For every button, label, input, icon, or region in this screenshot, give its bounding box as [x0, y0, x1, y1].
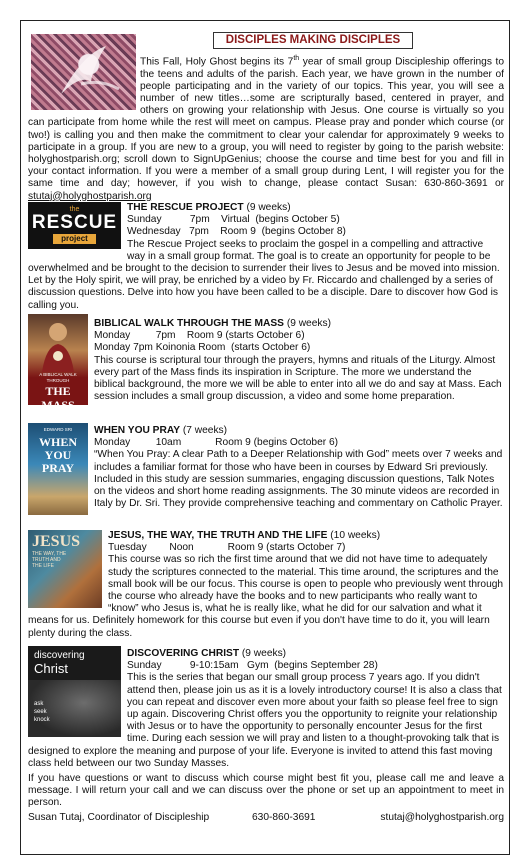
coordinator-name: Susan Tutaj, Coordinator of Discipleship [28, 812, 210, 823]
section-rescue-project: the RESCUE project THE RESCUE PROJECT (9 weeks) Sunday 7pm Virtual (begins October 5) Wednesday 7pm Room 9 (begins October 8) The Rescue Project seeks to proclaim the gospel in a compelling and attractive way in a small group format. The goal is to create an opportunity for people to be overwhelmed and be brought to the decision to surrender their lives to Jesus and be moved into mission. Let by the Holy spirit, we will pray, be enriched by a video by Fr. Riccardo and challenged by a series of discussion questions. Delve into how you have been called to be a disciple. Dare to discover how God is calling you. [28, 202, 504, 312]
mass-title: BIBLICAL WALK THROUGH THE MASS [94, 318, 284, 329]
section-mass: A BIBLICAL WALK THROUGH THE MASS BIBLICAL WALK THROUGH THE MASS (9 weeks) Monday 7pm Room 9 (starts October 6) Monday 7pm Koinonia Room (starts October 6) This course is scriptural tour through the prayers, hymns and rituals of the Liturgy. Almost every part of the Mass finds its inspiration in Scripture. The more we understand the biblical background, the more we will be able to enter into all we do and say at Mass. Each session includes a small group discussion, a video and some home preparation. [28, 318, 504, 407]
rescue-schedule-1: Sunday 7pm Virtual (begins October 5) [127, 214, 340, 226]
rescue-schedule-2: Wednesday 7pm Room 9 (begins October 8) [127, 226, 346, 238]
rescue-description: The Rescue Project seeks to proclaim the gospel in a compelling and attractive way in a small group format. The goal is to create an opportunity for people to be overwhelmed and be brought to the decision to surrender their lives to Jesus and be moved into mission. Let by the Holy spirit, we will pray, be enriched by a video by Fr. Riccardo and challenged by a series of discussion questions. Delve into how you have been called to be a disciple. Dare to discover how God is calling you. [28, 238, 500, 311]
jesus-schedule-1: Tuesday Noon Room 9 (starts October 7) [108, 542, 346, 554]
page-title: DISCIPLES MAKING DISCIPLES [213, 32, 413, 49]
mass-schedule-1: Monday 7pm Room 9 (starts October 6) [94, 330, 305, 342]
christ-description: This is the series that began our small group process 7 years ago. If you didn't attend then, please join us as it is a lovely introductory course! It is also a class that you can repeat and discover even more about your faith so please feel free to sign up again. Discovering Christ offers you the opportunity to reignite your relationship with Jesus or to have the opportunity to personally encounter Jesus for the first time. During each session we will pray and listen to a thought-provoking talk that is designed to explore the meaning and purpose of your life. Everyone is invited to attend this fast moving class held between our two Sunday Masses. [28, 672, 502, 769]
coordinator-phone: 630-860-3691 [252, 812, 316, 823]
cover-photo: ask seek knock [28, 680, 121, 737]
rescue-title: THE RESCUE PROJECT [127, 202, 244, 213]
christ-schedule-1: Sunday 9-10:15am Gym (begins September 28) [127, 660, 378, 672]
pray-title: WHEN YOU PRAY [94, 425, 181, 436]
discovering-christ-cover: discovering Christ ask seek knock [28, 646, 121, 737]
pray-description: “When You Pray: A clear Path to a Deeper Relationship with God” meets over 7 weeks and includes a familiar format for those who have been in courses by Edward Sri previously. Included in this study are session summaries, engaging discussion questions, Talk Notes on the videos and short home reading assignments. The 30 minute videos are recorded in Italy by Dr. Sri. They provide comprehensive teaching and commentary on Catholic Prayer. [94, 449, 503, 510]
coordinator-email[interactable]: stutaj@holyghostparish.org [380, 812, 504, 823]
section-discovering-christ: discovering Christ ask seek knock DISCOVERING CHRIST (9 weeks) Sunday 9-10:15am Gym (begins September 28) This is the series that began our small group process 7 years ago. If you didn't attend then, please join us as it is a lovely introductory course! It is also a class that you can repeat and discover even more about your faith so please feel free to sign up again. Discovering Christ offers you the opportunity to reignite your relationship with Jesus or to have the opportunity to personally encounter Jesus for the first time. During each session we will pray and listen to a thought-provoking talk that is designed to explore the meaning and purpose of your life. Everyone is invited to attend this fast moving class held between our two Sunday Masses. [28, 648, 504, 770]
section-when-you-pray: EDWARD SRI WHEN YOU PRAY WHEN YOU PRAY (7 weeks) Monday 10am Room 9 (begins October 6) “When You Pray: A clear Path to a Deeper Relationship with God” meets over 7 weeks and includes a familiar format for those who have been in courses by Edward Sri previously. Included in this study are session summaries, engaging discussion questions, Talk Notes on the videos and short home reading assignments. The 30 minute videos are recorded in Italy by Dr. Sri. They provide comprehensive teaching and commentary on Catholic Prayer. [28, 425, 504, 517]
bulletin-page [20, 20, 510, 855]
jesus-icon [28, 314, 88, 372]
christ-title: DISCOVERING CHRIST [127, 648, 240, 659]
intro-paragraph: This Fall, Holy Ghost begins its 7th year of small group Discipleship offerings to the teens and adults of the parish. Each year, we have grown in the number of people participating and in the variety of our topics. This year, you will see a number of new titles…some are scripturally based, centered in prayer, and others on growing your relationship with Jesus. One course is virtually so you can participate from home while the rest will meet on campus. Please pray and ponder which course (or two!) is calling you and then make the commitment to clear your calendar for approximately 9 weeks to participate in a group. If you are new to a group, you will need to register by going to the parish website: holyghostparish.org; scroll down to SignUpGenius; choose the course and time best for you and fill in your contact information. If you were a member of a small group during Lent, I will register you for the same time and day; however, if you wish to change, please contact Susan: 630-860-3691 or stutaj@holyghostparish.org [28, 55, 504, 202]
jesus-description: This course was so rich the first time around that we did not have time to adequately study the scriptures connected to the material. This time around, the scriptures and the small book will be our focus. This course is open to people who previously went through the course who already have the books and to new participants who really want to “know” who Jesus is, what he is really like, what he did for our salvation and what it means for us. Definitely homework for this course but even if you don't have time to do it, you will learn plenty during the class. [28, 554, 504, 639]
mass-book-cover: A BIBLICAL WALK THROUGH THE MASS [28, 314, 88, 405]
when-you-pray-book-cover: EDWARD SRI WHEN YOU PRAY [28, 423, 88, 515]
closing-paragraph: If you have questions or want to discuss which course might best fit you, please call me and leave a message. I will return your call and we can discuss over the phone or set up an appointment to meet in person. [28, 773, 504, 809]
rescue-project-logo: the RESCUE project [28, 202, 121, 249]
jesus-title: JESUS, THE WAY, THE TRUTH AND THE LIFE [108, 530, 328, 541]
section-jesus-way: JESUS THE WAY, THE TRUTH AND THE LIFE JESUS, THE WAY, THE TRUTH AND THE LIFE (10 weeks) Tuesday Noon Room 9 (starts October 7) This course was so rich the first time around that we did not have time to adequately study the scriptures connected to the material. This time around, the scriptures and the small book will be our focus. This course is open to people who previously went through the course who already have the books and to new participants who really want to “know” who Jesus is, what he is really like, what he did for our salvation and what it means for us. Definitely homework for this course but even if you don't have time to do it, you will learn plenty during the class. [28, 530, 504, 639]
mass-schedule-2: Monday 7pm Koinonia Room (starts October 6) [94, 342, 311, 354]
intro-email-link[interactable]: stutaj@holyghostparish.org [28, 190, 152, 202]
mass-description: This course is scriptural tour through the prayers, hymns and rituals of the Liturgy. Almost every part of the Mass finds its inspiration in Scripture. The more we understand the biblical background, the more we will be able to enter into all we do and say at Mass. Each session includes a small group discussion, a video and some home preparation. [94, 354, 502, 403]
pray-schedule-1: Monday 10am Room 9 (begins October 6) [94, 437, 339, 449]
jesus-book-cover: JESUS THE WAY, THE TRUTH AND THE LIFE [28, 530, 102, 608]
